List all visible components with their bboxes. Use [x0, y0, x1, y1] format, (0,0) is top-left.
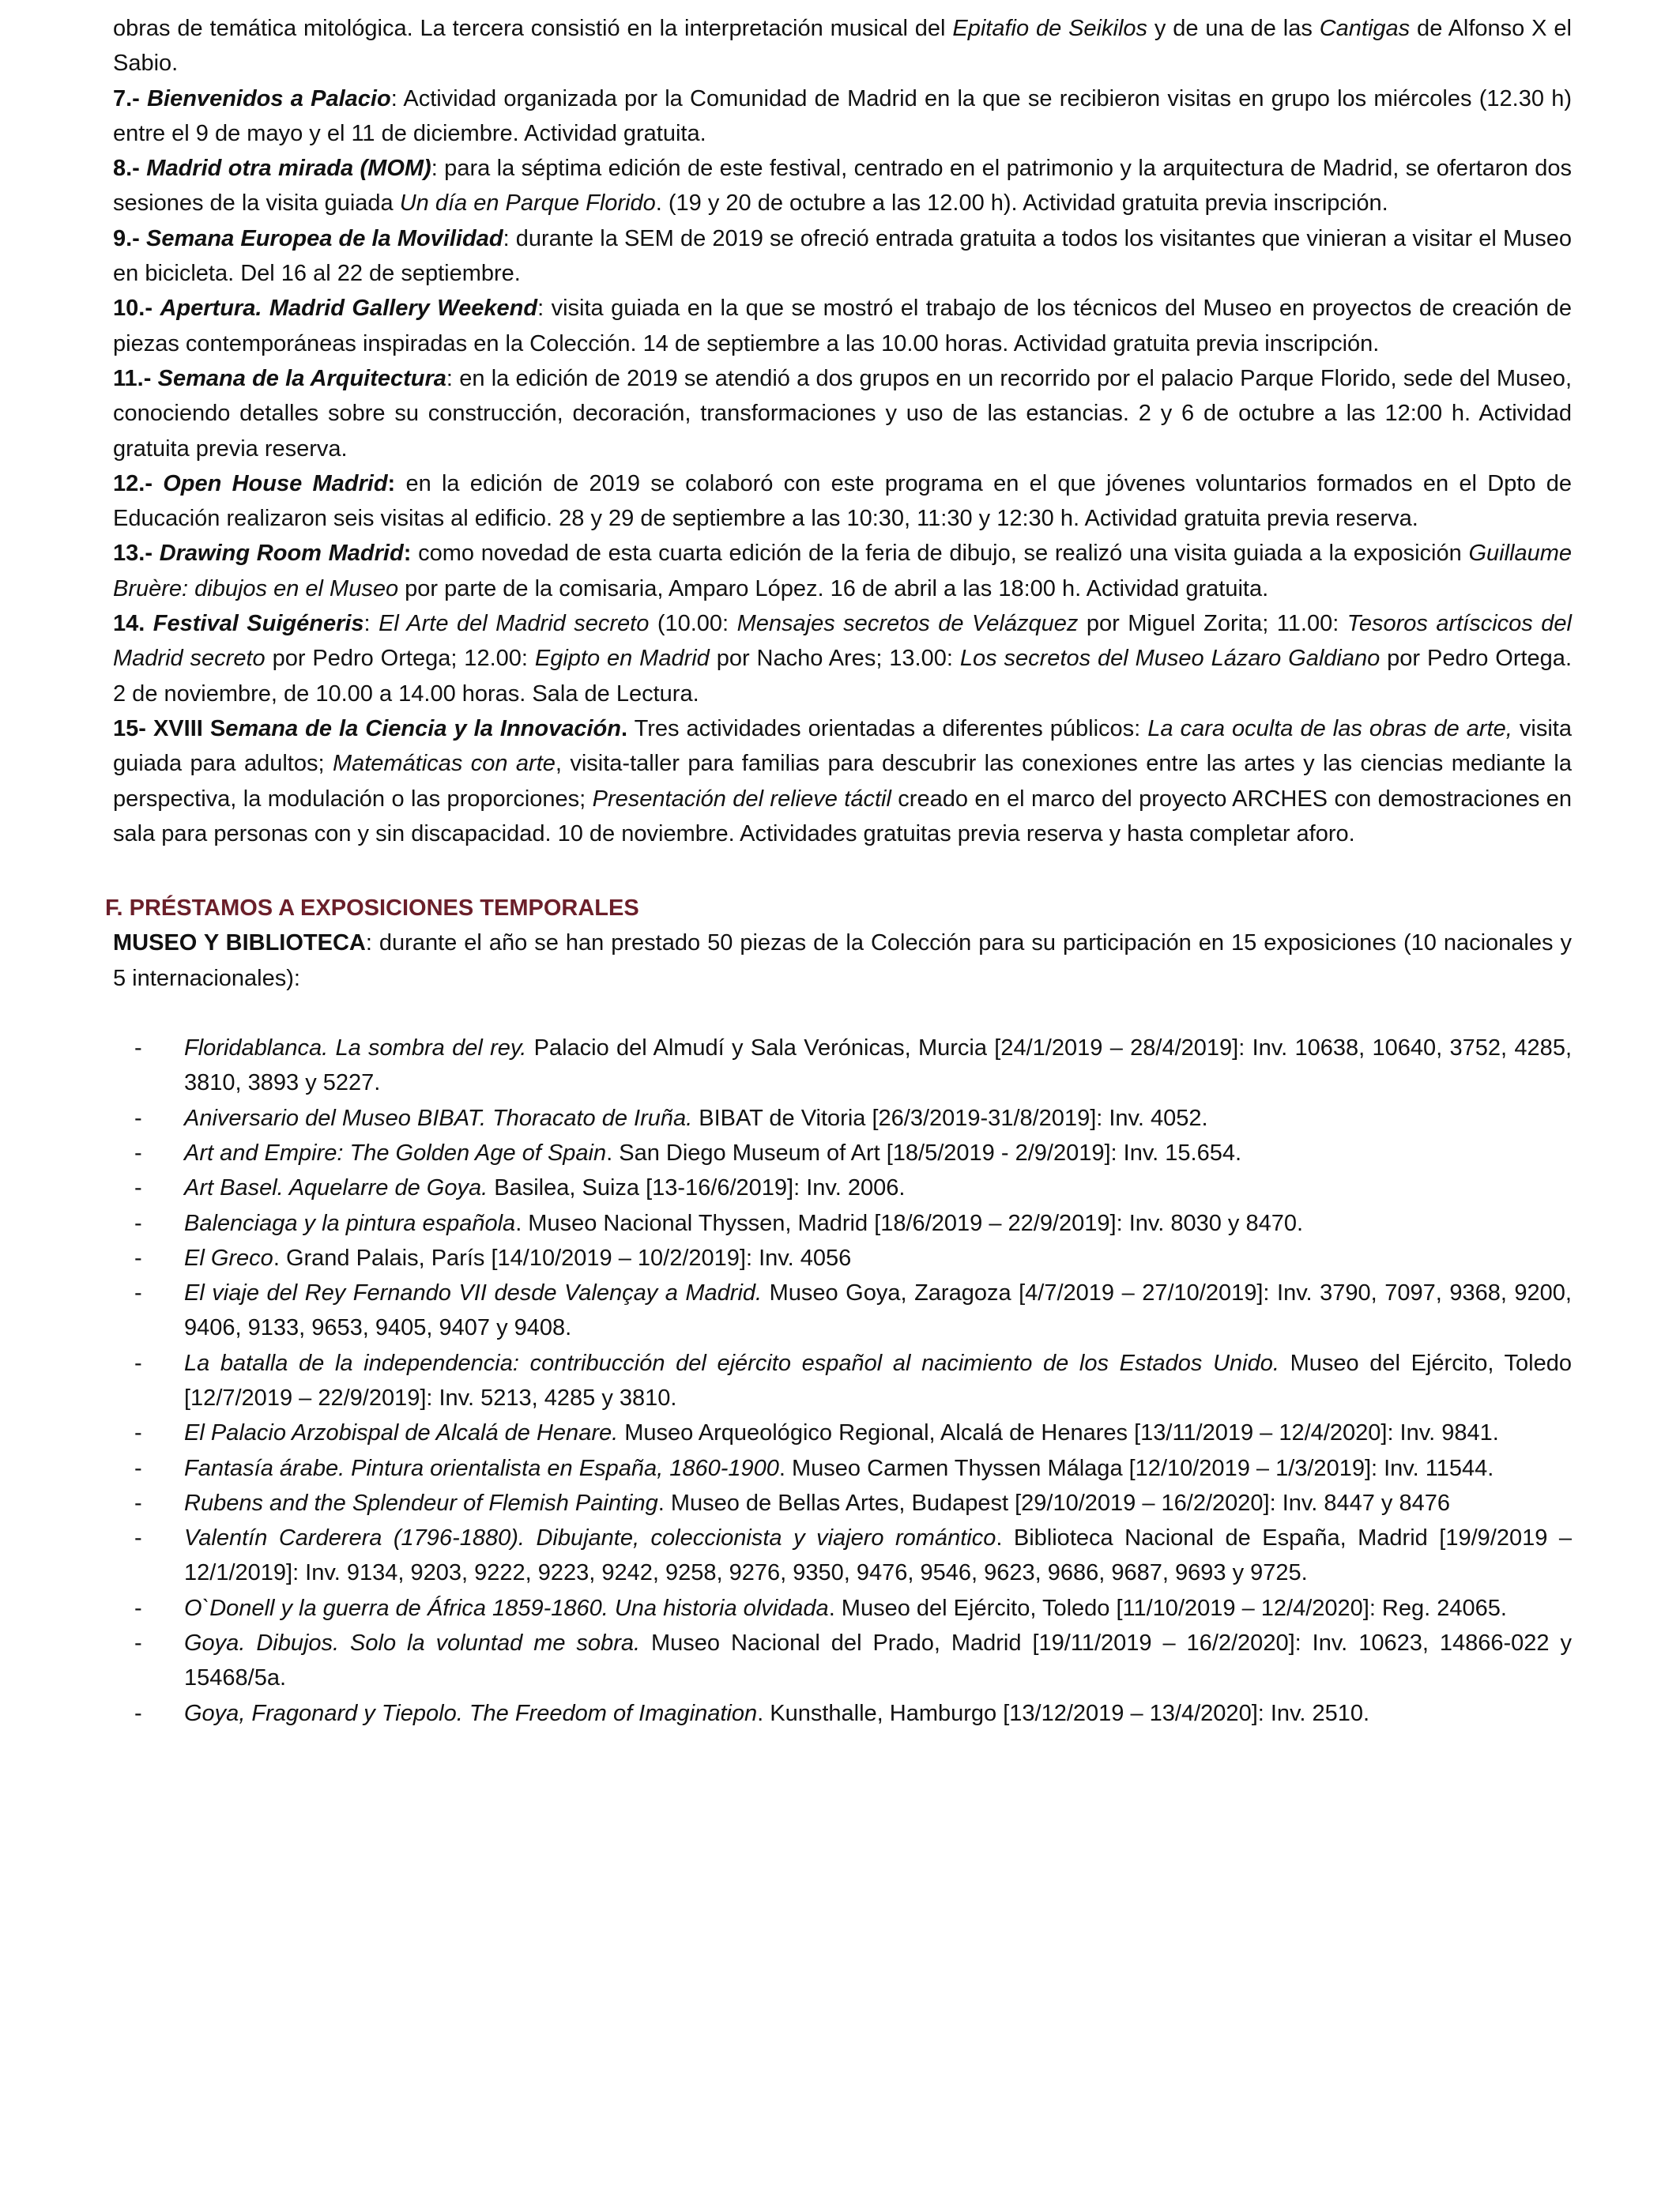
text-run: Art Basel. Aquelarre de Goya.: [184, 1175, 488, 1201]
text-run: : en la edición de 2019 se atendió a dos grupos en un recorrido por el palacio Parque Florido, sede del Museo, conociendo detalles sobre su construcción, decoración, transformaciones y uso de las estancias. 2 y 6 de octubre a las 12:00 h. Actividad gratuita previa reserva.: [113, 365, 1572, 462]
activity-item: [113, 151, 1572, 221]
text-run: Tesoros artíscicos del Madrid secreto: [113, 611, 1572, 672]
text-run: :: [403, 541, 412, 567]
text-run: Goya, Fragonard y Tiepolo. The Freedom of Imagination: [184, 1700, 758, 1726]
document-page: [105, 11, 1573, 1731]
text-run: Fantasía árabe. Pintura orientalista en España, 1860-1900: [184, 1455, 779, 1481]
text-run: : durante la SEM de 2019 se ofreció entrada gratuita a todos los visitantes que vinieran a visitar el Museo en bicicleta. Del 16 al 22 de septiembre.: [113, 225, 1572, 287]
text-run: El viaje del Rey Fernando VII desde Valençay a Madrid.: [184, 1280, 763, 1306]
text-run: : visita guiada en la que se mostró el trabajo de los técnicos del Museo en proyectos de creación de piezas contemporáneas inspiradas en la Colección. 14 de septiembre a las 10.00 horas. Actividad gratuita previa inscripción.: [113, 296, 1572, 356]
loan-item: [113, 1346, 1572, 1416]
bullet-dash: -: [134, 1490, 142, 1516]
text-run: . Museo Carmen Thyssen Málaga [12/10/2019 – 1/3/2019]: Inv. 11544.: [778, 1455, 1494, 1481]
text-run: 7.-: [113, 85, 148, 111]
text-run: Mensajes secretos de Velázquez: [736, 611, 1079, 637]
text-run: en la edición de 2019 se colaboró con este programa en el que jóvenes voluntarios formados en el Dpto de Educación realizaron seis visitas al edificio. 28 y 29 de septiembre a las 10:30, 11:30 y 12:30 h. Actividad gratuita previa reserva.: [113, 470, 1572, 532]
text-run: Museo Goya, Zaragoza [4/7/2019 – 27/10/2019]: Inv. 3790, 7097, 9368, 9200, 9406, 9133, 9653, 9405, 9407 y 9408.: [184, 1280, 1572, 1341]
loan-item: [113, 1276, 1572, 1346]
loan-item: [113, 1486, 1572, 1521]
text-run: 9.-: [113, 225, 146, 251]
text-run: Cantigas: [1319, 16, 1411, 41]
activity-item: [113, 606, 1572, 711]
text-run: Drawing Room Madrid: [159, 541, 404, 567]
loan-item: [113, 1626, 1572, 1696]
text-run: Epitafio de Seikilos: [952, 16, 1148, 41]
text-run: emana de la Ciencia y la Innovación: [225, 715, 621, 741]
text-run: Museo Nacional del Prado, Madrid [19/11/2019 – 16/2/2020]: Inv. 10623, 14866-022 y 15468/5a.: [184, 1630, 1572, 1691]
activity-item: [113, 291, 1572, 361]
loan-item: [113, 1451, 1572, 1486]
text-run: MUSEO Y BIBLIOTECA: [113, 930, 366, 956]
text-run: creado en el marco del proyecto ARCHES con demostraciones en sala para personas con y sin discapacidad. 10 de noviembre. Actividades gratuitas previa reserva y hasta completar aforo.: [113, 786, 1572, 846]
text-run: 8.-: [113, 156, 147, 182]
text-run: : para la séptima edición de este festival, centrado en el patrimonio y la arquitectura de Madrid, se ofertaron dos sesiones de la visita guiada: [113, 156, 1573, 217]
text-run: : durante el año se han prestado 50 piezas de la Colección para su participación en 15 exposiciones (10 nacionales y 5 internacionales):: [113, 930, 1573, 991]
text-run: :: [363, 611, 379, 637]
text-run: Festival Suigéneris: [153, 611, 364, 637]
activity-item: [113, 221, 1572, 292]
activity-item: [113, 711, 1572, 851]
section-f-heading: F. PRÉSTAMOS A EXPOSICIONES TEMPORALES: [105, 895, 639, 922]
text-run: . Grand Palais, París [14/10/2019 – 10/2/2019]: Inv. 4056: [273, 1245, 852, 1271]
text-run: por Pedro Ortega; 12.00:: [265, 646, 535, 672]
text-run: obras de temática mitológica. La tercera consistió en la interpretación musical del: [113, 16, 953, 41]
loan-item: [113, 1416, 1572, 1450]
loan-item: [113, 1101, 1572, 1136]
text-run: Semana de la Arquitectura: [157, 365, 446, 391]
text-run: 12.-: [113, 470, 164, 496]
bullet-dash: -: [134, 1210, 142, 1236]
text-run: El Palacio Arzobispal de Alcalá de Henare.: [184, 1420, 619, 1446]
text-run: como novedad de esta cuarta edición de la feria de dibujo, se realizó una visita guiada a la exposición: [411, 541, 1469, 567]
bullet-dash: -: [134, 1280, 142, 1306]
text-run: , visita-taller para familias para descubrir las conexiones entre las artes y las ciencias mediante la perspectiva, la modulación o las proporciones;: [113, 751, 1572, 812]
text-run: Semana Europea de la Movilidad: [145, 225, 503, 251]
text-run: Art and Empire: The Golden Age of Spain: [184, 1140, 607, 1166]
text-run: Aniversario del Museo BIBAT. Thoracato de Iruña.: [184, 1105, 693, 1131]
loan-item: [113, 1591, 1572, 1626]
text-run: de Alfonso X el Sabio.: [113, 16, 1572, 77]
text-run: . Biblioteca Nacional de España, Madrid [19/9/2019 – 12/1/2019]: Inv. 9134, 9203, 9222, 9223, 9242, 9258, 9276, 9350, 9476, 9546, 9623, 9686, 9687, 9693 y 9725.: [184, 1525, 1572, 1586]
text-run: visita guiada para adultos;: [113, 715, 1572, 777]
text-run: por Pedro Ortega. 2 de noviembre, de 10.00 a 14.00 horas. Sala de Lectura.: [113, 646, 1572, 707]
loan-item: [113, 1171, 1572, 1205]
text-run: y de una de las: [1147, 16, 1320, 41]
loan-item: [113, 1696, 1572, 1731]
text-run: por Miguel Zorita; 11.00:: [1078, 611, 1347, 637]
text-run: (10.00:: [649, 611, 737, 637]
text-run: Valentín Carderera (1796-1880). Dibujante, coleccionista y viajero romántico: [184, 1525, 996, 1551]
activity-item: [113, 536, 1572, 606]
bullet-dash: -: [134, 1455, 142, 1481]
text-run: La cara oculta de las obras de arte,: [1147, 715, 1512, 741]
bullet-dash: -: [134, 1035, 142, 1061]
bullet-dash: -: [134, 1700, 142, 1726]
bullet-dash: -: [134, 1525, 142, 1551]
activity-item: [113, 81, 1572, 152]
bullet-dash: -: [134, 1105, 142, 1131]
activity-item: [113, 361, 1572, 466]
bullet-dash: -: [134, 1420, 142, 1446]
loans-list: [113, 1031, 1572, 1731]
text-run: por parte de la comisaria, Amparo López. 16 de abril a las 18:00 h. Actividad gratuita.: [398, 575, 1269, 601]
text-run: Tres actividades orientadas a diferentes públicos:: [627, 715, 1148, 741]
bullet-dash: -: [134, 1245, 142, 1271]
spacer: [113, 996, 1572, 1031]
text-run: Presentación del relieve táctil: [592, 786, 891, 812]
text-run: . Kunsthalle, Hamburgo [13/12/2019 – 13/4/2020]: Inv. 2510.: [757, 1700, 1370, 1726]
bullet-dash: -: [134, 1630, 142, 1657]
intro-paragraph: [113, 11, 1572, 81]
text-run: 15- XVIII S: [113, 715, 226, 741]
loan-item: [113, 1206, 1572, 1241]
text-run: Museo del Ejército, Toledo [12/7/2019 – 22/9/2019]: Inv. 5213, 4285 y 3810.: [184, 1350, 1572, 1411]
text-run: Basilea, Suiza [13-16/6/2019]: Inv. 2006.: [488, 1175, 906, 1201]
text-run: Los secretos del Museo Lázaro Galdiano: [959, 646, 1381, 672]
text-run: El Arte del Madrid secreto: [379, 611, 650, 637]
text-run: Museo Arqueológico Regional, Alcalá de Henares [13/11/2019 – 12/4/2020]: Inv. 9841.: [618, 1420, 1499, 1446]
loan-item: [113, 1521, 1572, 1591]
text-run: Un día en Parque Florido: [399, 190, 656, 217]
text-run: 14.: [113, 611, 153, 637]
text-run: La batalla de la independencia: contribucción del ejército español al nacimiento de los Estados Unido.: [184, 1350, 1279, 1376]
bullet-dash: -: [134, 1595, 142, 1621]
text-run: Madrid otra mirada (MOM): [146, 156, 431, 182]
loan-item: [113, 1241, 1572, 1276]
text-run: Egipto en Madrid: [534, 646, 710, 672]
text-run: . Museo Nacional Thyssen, Madrid [18/6/2019 – 22/9/2019]: Inv. 8030 y 8470.: [515, 1210, 1304, 1236]
text-run: por Nacho Ares; 13.00:: [709, 646, 960, 672]
text-run: Bienvenidos a Palacio: [147, 85, 391, 111]
text-run: 11.-: [113, 365, 158, 391]
text-run: . Museo del Ejército, Toledo [11/10/2019 – 12/4/2020]: Reg. 24065.: [828, 1595, 1507, 1621]
text-run: Rubens and the Splendeur of Flemish Painting: [184, 1490, 658, 1516]
text-run: Goya. Dibujos. Solo la voluntad me sobra.: [184, 1630, 641, 1657]
loan-item: [113, 1031, 1572, 1101]
bullet-dash: -: [134, 1140, 142, 1166]
text-run: . San Diego Museum of Art [18/5/2019 - 2/9/2019]: Inv. 15.654.: [606, 1140, 1242, 1166]
text-run: : Actividad organizada por la Comunidad de Madrid en la que se recibieron visitas en grupo los miércoles (12.30 h) entre el 9 de mayo y el 11 de diciembre. Actividad gratuita.: [113, 85, 1573, 146]
text-run: . Museo de Bellas Artes, Budapest [29/10/2019 – 16/2/2020]: Inv. 8447 y 8476: [657, 1490, 1451, 1516]
text-run: O`Donell y la guerra de África 1859-1860. Una historia olvidada: [184, 1595, 829, 1621]
text-run: Apertura. Madrid Gallery Weekend: [160, 296, 538, 322]
text-run: . (19 y 20 de octubre a las 12.00 h). Actividad gratuita previa inscripción.: [655, 190, 1388, 217]
activities-list: [113, 81, 1572, 852]
activity-item: [113, 466, 1572, 537]
text-run: Matemáticas con arte: [332, 751, 556, 777]
bullet-dash: -: [134, 1175, 142, 1201]
text-run: Open House Madrid: [163, 470, 388, 496]
section-f-intro: [113, 925, 1572, 996]
bullet-dash: -: [134, 1350, 142, 1376]
text-run: Guillaume Bruère: dibujos en el Museo: [113, 541, 1573, 601]
text-run: BIBAT de Vitoria [26/3/2019-31/8/2019]: Inv. 4052.: [692, 1105, 1208, 1131]
text-run: El Greco: [184, 1245, 273, 1271]
text-run: 13.-: [113, 541, 160, 567]
text-run: :: [387, 470, 396, 496]
text-run: 10.-: [113, 296, 160, 322]
loan-item: [113, 1136, 1572, 1171]
text-run: Palacio del Almudí y Sala Verónicas, Murcia [24/1/2019 – 28/4/2019]: Inv. 10638, 10640, 3752, 4285, 3810, 3893 y 5227.: [184, 1035, 1572, 1096]
text-run: Balenciaga y la pintura española: [184, 1210, 516, 1236]
text-run: .: [620, 715, 628, 741]
text-run: Floridablanca. La sombra del rey.: [184, 1035, 527, 1061]
